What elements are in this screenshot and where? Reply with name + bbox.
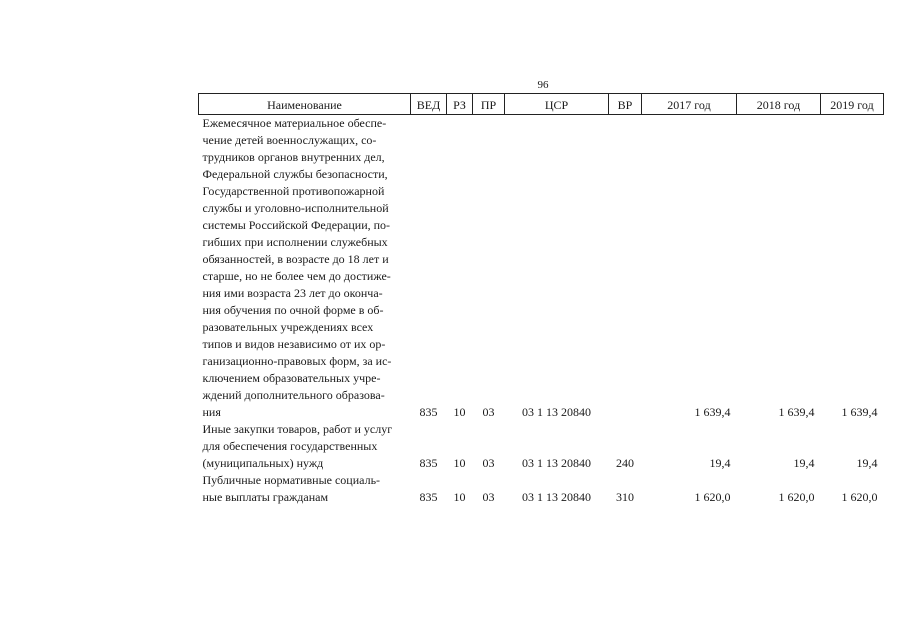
header-name: Наименование [199, 94, 411, 115]
header-csr: ЦСР [505, 94, 609, 115]
header-ved: ВЕД [411, 94, 447, 115]
row-2017: 1 639,4 [694, 405, 731, 419]
table-body [199, 115, 884, 507]
budget-table [198, 93, 884, 506]
row-name-line: обязанностей, в возрасте до 18 лет и [202, 252, 389, 266]
row-2018: 1 620,0 [778, 490, 815, 504]
row-name-line: ные выплаты гражданам [202, 490, 329, 504]
row-2017: 1 620,0 [694, 490, 731, 504]
header-2018: 2018 год [737, 94, 821, 115]
row-pr: 03 [482, 405, 495, 419]
row-csr: 03 1 13 20840 [522, 490, 591, 504]
row-name-line: гибших при исполнении служебных [202, 235, 388, 249]
header-2019: 2019 год [821, 94, 884, 115]
row-name-line: старше, но не более чем до достиже- [202, 269, 391, 283]
row-name-line: Государственной противопожарной [202, 184, 385, 198]
row-name-line: для обеспечения государственных [202, 439, 378, 453]
row-2018: 1 639,4 [778, 405, 815, 419]
row-pr: 03 [482, 456, 495, 470]
row-vr: 310 [616, 490, 634, 504]
row-ved: 835 [419, 456, 438, 470]
row-name-line: разовательных учреждениях всех [202, 320, 374, 334]
row-csr: 03 1 13 20840 [522, 405, 591, 419]
row-ved: 835 [419, 405, 438, 419]
row-name-line: ключением образовательных учре- [202, 371, 381, 385]
row-name-line: чение детей военнослужащих, со- [202, 133, 377, 147]
row-ved: 835 [419, 490, 438, 504]
row-2018: 19,4 [793, 456, 815, 470]
row-2019: 1 620,0 [841, 490, 878, 504]
row-name-line: ния ими возраста 23 лет до оконча- [202, 286, 383, 300]
header-rz: РЗ [447, 94, 473, 115]
row-pr: 03 [482, 490, 495, 504]
row-2019: 19,4 [856, 456, 878, 470]
row-name [199, 421, 411, 472]
row-2017: 19,4 [709, 456, 731, 470]
row-vr: 240 [616, 456, 634, 470]
row-name-line: трудников органов внутренних дел, [202, 150, 385, 164]
row-name-line: Иные закупки товаров, работ и услуг [202, 422, 393, 436]
row-name-line: службы и уголовно-исполнительной [202, 201, 389, 215]
row-2019: 1 639,4 [841, 405, 878, 419]
table-row [199, 472, 884, 506]
row-name-line: Федеральной службы безопасности, [202, 167, 388, 181]
row-csr: 03 1 13 20840 [522, 456, 591, 470]
row-name-line: Публичные нормативные социаль- [202, 473, 381, 487]
row-name-line: типов и видов независимо от их ор- [202, 337, 386, 351]
row-name-line: Ежемесячное материальное обеспе- [202, 116, 387, 130]
row-name-line: (муниципальных) нужд [202, 456, 324, 470]
row-rz: 10 [453, 405, 466, 419]
table-row [199, 421, 884, 472]
row-rz: 10 [453, 456, 466, 470]
row-name [199, 472, 411, 506]
row-rz: 10 [453, 490, 466, 504]
row-name-line: ганизационно-правовых форм, за ис- [202, 354, 392, 368]
row-name-line: ждений дополнительного образова- [202, 388, 385, 402]
row-name-line: ния [202, 405, 221, 419]
table-row [199, 115, 884, 422]
header-2017: 2017 год [642, 94, 737, 115]
table-header [199, 94, 884, 115]
row-vr [609, 115, 642, 422]
header-pr: ПР [473, 94, 505, 115]
page-number: 96 [537, 79, 549, 91]
row-name-line: системы Российской Федерации, по- [202, 218, 391, 232]
row-name [199, 115, 411, 422]
row-name-line: ния обучения по очной форме в об- [202, 303, 384, 317]
header-vr: ВР [609, 94, 642, 115]
